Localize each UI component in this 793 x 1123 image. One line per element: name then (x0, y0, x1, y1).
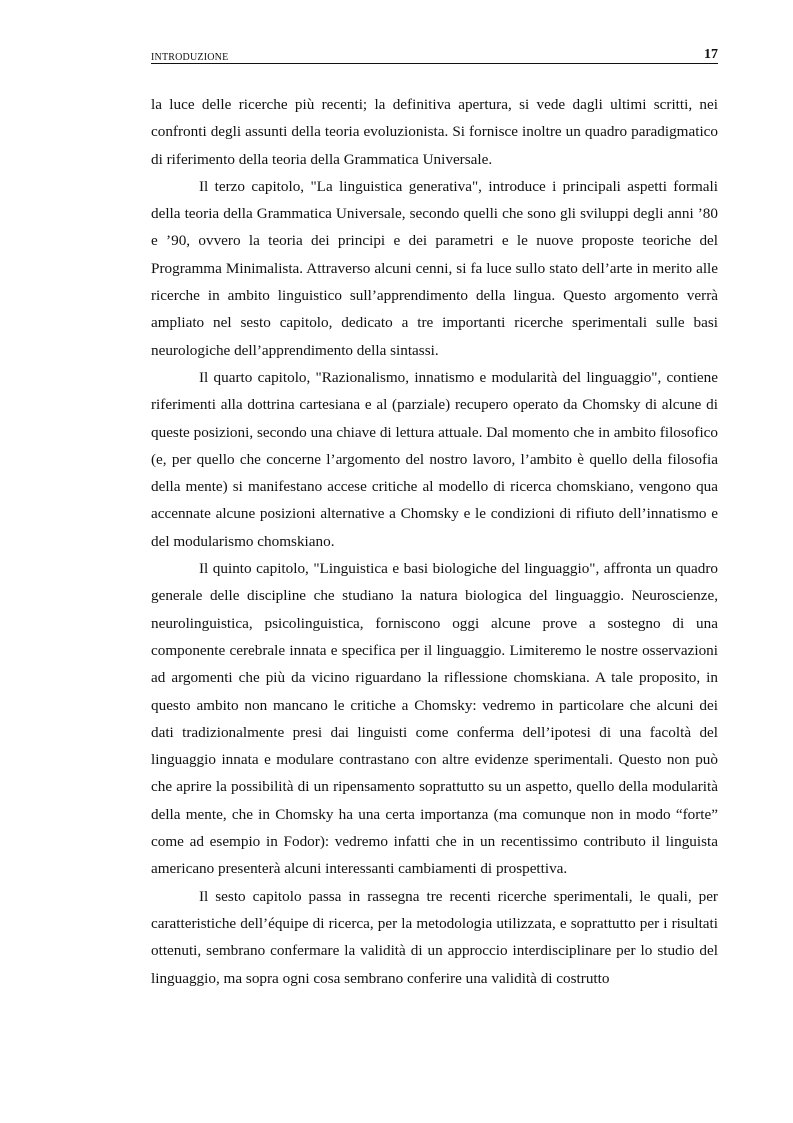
header-rule (151, 63, 718, 64)
paragraph-chapter-five: Il quinto capitolo, "Linguistica e basi biologiche del linguaggio", affronta un quadro generale delle discipline che studiano la natura biologica del linguaggio. Neuroscienze, neurolinguistica, psicolinguistica, forniscono oggi alcune prove a sostegno di una componente cerebrale innata e specifica per il linguaggio. Limiteremo le nostre osservazioni ad argomenti che più da vicino riguardano la riflessione chomskiana. A tale proposito, in questo ambito non mancano le critiche a Chomsky: vedremo in particolare che alcuni dei dati tradizionalmente presi dai linguisti come conferma dell’ipotesi di una facoltà del linguaggio innata e modulare contrastano con altre evidenze sperimentali. Questo non può che aprire la possibilità di un ripensamento soprattutto su un aspetto, quello della modularità della mente, che in Chomsky ha una certa importanza (ma comunque non in modo “forte” come ad esempio in Fodor): vedremo infatti che in un recentissimo contributo il linguista americano presenterà alcuni interessanti cambiamenti di prospettiva. (151, 560, 718, 878)
page-number: 17 (704, 47, 718, 62)
paragraph-chapter-three: Il terzo capitolo, "La linguistica generativa", introduce i principali aspetti formali della teoria della Grammatica Universale, secondo quelli che sono gli sviluppi degli anni ’80 e ’90, ovvero la teoria dei principi e dei parametri e le nuove proposte teoriche del Programma Minimalista. Attraverso alcuni cenni, si fa luce sullo stato dell’arte in merito alle ricerche in ambito linguistico sull’apprendimento della lingua. Questo argomento verrà ampliato nel sesto capitolo, dedicato a tre importanti ricerche sperimentali sulle basi neurologiche dell’apprendimento della sintassi. (151, 177, 718, 359)
paragraph-chapter-four: Il quarto capitolo, "Razionalismo, innatismo e modularità del linguaggio", contiene riferimenti alla dottrina cartesiana e al (parziale) recupero operato da Chomsky di alcune di queste posizioni, secondo una chiave di lettura attuale. Dal momento che in ambito filosofico (e, per quello che concerne l’argomento del nostro lavoro, l’ambito è quello della filosofia della mente) si manifestano accese critiche al modello di ricerca chomskiano, vengono qua accennate alcune posizioni alternative a Chomsky e le condizioni di rifiuto dell’innatismo e del modularismo chomskiano. (151, 368, 718, 550)
body-text (151, 91, 718, 992)
paragraph-chapter-six: Il sesto capitolo passa in rassegna tre recenti ricerche sperimentali, le quali, per caratteristiche dell’équipe di ricerca, per la metodologia utilizzata, e soprattutto per i risultati ottenuti, sembrano confermare la validità di un approccio interdisciplinare per lo studio del linguaggio, ma sopra ogni cosa sembrano conferire una validità di costrutto (151, 887, 718, 987)
running-head: INTRODUZIONE (151, 52, 229, 63)
paragraph-continuation: la luce delle ricerche più recenti; la definitiva apertura, si vede dagli ultimi scritti, nei confronti degli assunti della teoria evoluzionista. Si fornisce inoltre un quadro paradigmatico di riferimento della teoria della Grammatica Universale. (151, 96, 718, 168)
